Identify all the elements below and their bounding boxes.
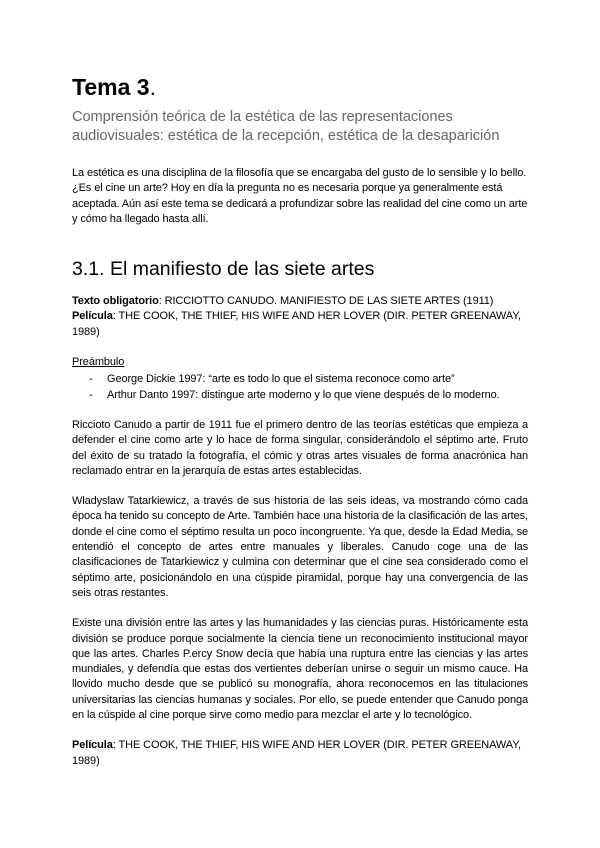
required-text-label: Texto obligatorio xyxy=(72,295,159,308)
spacer xyxy=(72,601,528,616)
dash-bullet: - xyxy=(89,373,93,386)
film-value: : THE COOK, THE THIEF, HIS WIFE AND HER LOVER (DIR. PETER GREENAWAY, 1989) xyxy=(72,739,521,767)
intro-block xyxy=(72,166,528,227)
list-item xyxy=(72,372,528,387)
title-dot: . xyxy=(149,74,156,100)
spacer xyxy=(72,479,528,494)
section-heading: 3.1. El manifiesto de las siete artes xyxy=(72,258,375,281)
required-text-line xyxy=(72,294,528,309)
intro-paragraph: ¿Es el cine un arte? Hoy en día la pregunta no es necesaria porque ya generalmente está aceptada. Aún así este tema se dedicará a profundizar sobre las realidad del cine como un arte y cómo ha llegado hasta allí. xyxy=(72,182,528,225)
page-subtitle: Comprensión teórica de la estética de las representaciones audiovisuales: estética de la recepción, estética de la desaparición xyxy=(72,109,500,144)
film-label: Película xyxy=(72,310,113,323)
spacer xyxy=(72,723,528,738)
preamble-list xyxy=(72,372,528,403)
body-paragraph: Wladyslaw Tatarkiewicz, a través de sus historia de las seis ideas, va mostrando cómo cada época ha tenido su concepto de Arte. También hace una historia de la clasificación de las artes, donde el cine como el séptimo resulta un poco incongruente. Ya que, desde la Edad Media, se entendió el concepto de artes entre manuales y liberales. Canudo coge una de las clasificaciones de Tatarkiewicz y culmina con determinar que el cine sea considerado como el séptimo arte, posicionándolo en una cúspide piramidal, porque hay una convergencia de las seis otras restantes. xyxy=(72,495,528,599)
spacer xyxy=(72,340,528,355)
title-text: Tema 3 xyxy=(72,74,150,100)
list-item-text: George Dickie 1997: “arte es todo lo que el sistema reconoce como arte” xyxy=(107,373,455,386)
film-line xyxy=(72,309,528,340)
body-paragraph: Existe una división entre las artes y las humanidades y las ciencias puras. Históricamente esta división se produce porque socialmente la ciencia tiene un reconocimiento institucional mayor que las artes. Charles P.ercy Snow decía que había una ruptura entre las ciencias y las artes mundiales, y defendía que estas dos vertientes deberían unirse o seguir un mismo cauce. Ha llovido mucho desde que se publicó su monografía, ahora reconocemos en las titulaciones universitarias las ciencias humanas y sociales. Por ello, se puede entender que Canudo ponga en la cúspide al cine porque sirve como medio para mezclar el arte y lo tecnológico. xyxy=(72,617,528,722)
intro-paragraph: La estética es una disciplina de la filosofía que se encargaba del gusto de lo sensible y lo bello. xyxy=(72,167,527,179)
list-item-text: Arthur Danto 1997: distingue arte moderno y lo que viene después de lo moderno. xyxy=(107,388,500,401)
document-page xyxy=(72,70,528,769)
film-line xyxy=(72,738,528,769)
body-paragraph: Riccioto Canudo a partir de 1911 fue el primero dentro de las teorías estéticas que empieza a defender el cine como arte y lo hace de forma singular, considerándolo el séptimo arte. Fruto del éxito de su tratado la fotografía, el cómic y otras artes visuales de forma anacrónica han reclamado entrar en la jerarquía de estas artes establecidas. xyxy=(72,418,528,477)
required-text-value: : RICCIOTTO CANUDO. MANIFIESTO DE LAS SIETE ARTES (1911) xyxy=(158,295,494,308)
film-label: Película xyxy=(72,739,113,752)
page-title xyxy=(72,70,528,104)
preamble-heading: Preámbulo xyxy=(72,356,125,369)
references-block xyxy=(72,294,528,340)
dash-bullet: - xyxy=(89,388,93,401)
spacer xyxy=(72,403,528,418)
list-item xyxy=(72,388,528,403)
film-value: : THE COOK, THE THIEF, HIS WIFE AND HER LOVER (DIR. PETER GREENAWAY, 1989) xyxy=(72,310,521,338)
